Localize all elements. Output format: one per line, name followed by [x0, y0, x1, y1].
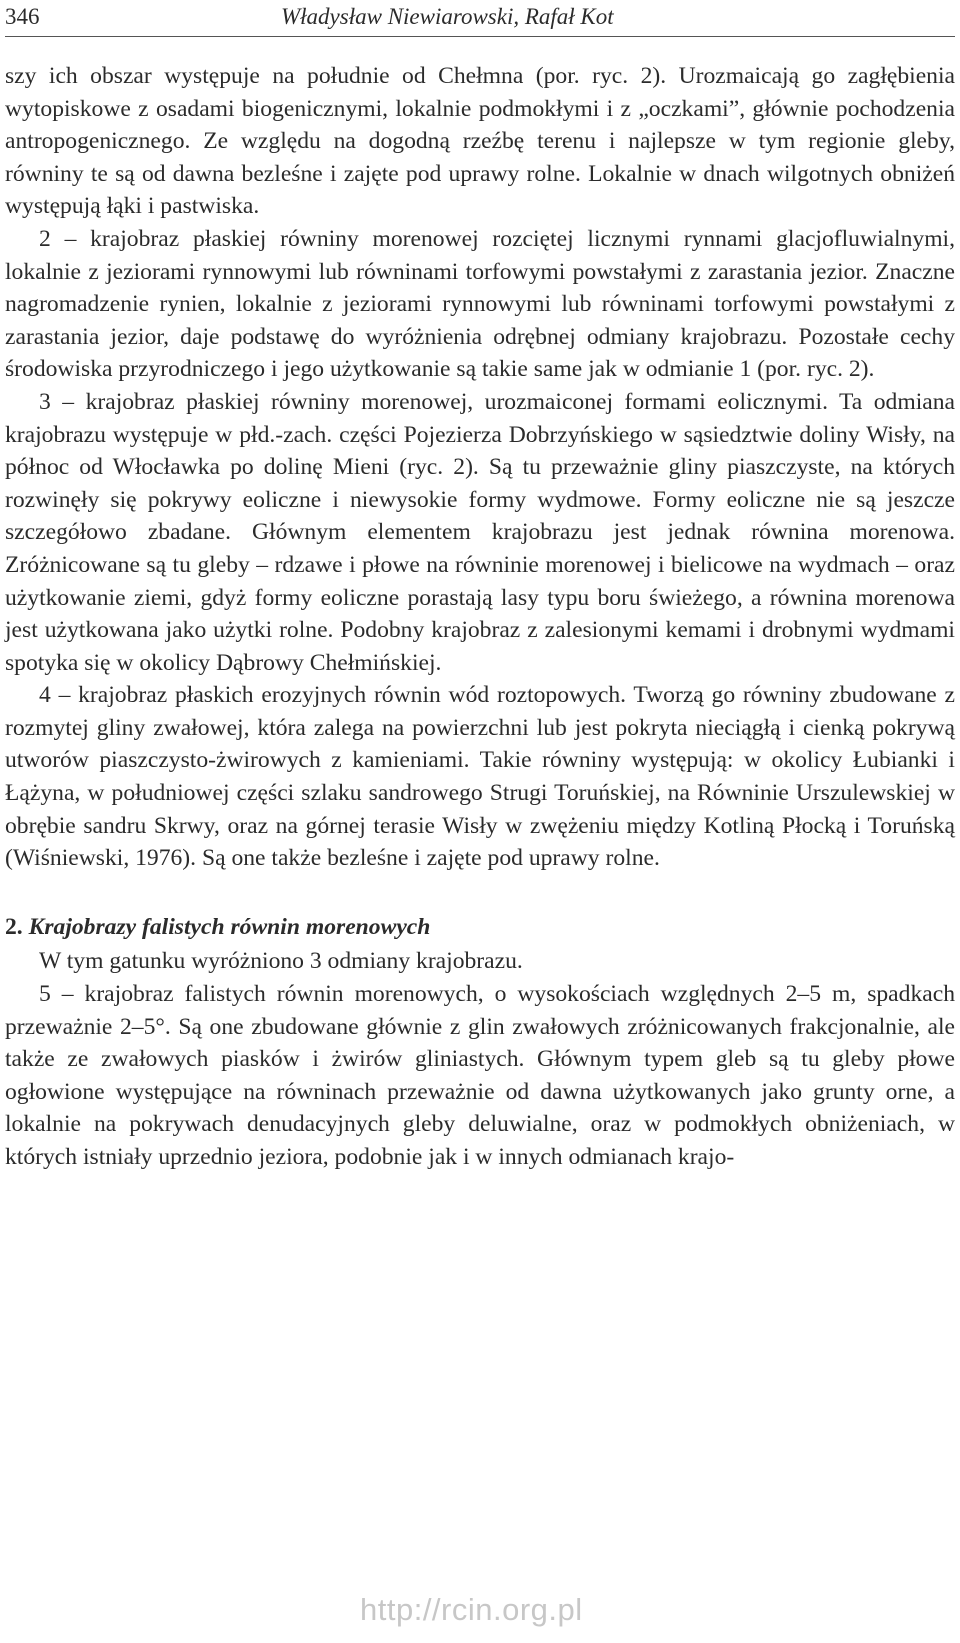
paragraph-variant-2: 2 – krajobraz płaskiej równiny morenowej rozciętej licznymi rynnami glacjofluwialnymi, lokalnie z jeziorami rynnowymi lub równinami torfowymi powstałymi z zarastania jezior. Znaczne nagromadzenie rynien, lokalnie z jeziorami rynnowymi lub równinami torfowymi powstałymi z zarastania jezior, daje podstawę do wyróżnienia odrębnej odmiany krajobrazu. Pozostałe cechy środowiska przyrodniczego i jego użytkowanie są takie same jak w odmianie 1 (por. ryc. 2).: [5, 225, 955, 383]
paragraph-variant-5: 5 – krajobraz falistych równin morenowych, o wysokościach względnych 2–5 m, spadkach przeważnie 2–5°. Są one zbudowane głównie z glin zwałowych zróżnicowanych frakcjonalnie, ale także ze zwałowych piasków i żwirów gliniastych. Głównym typem gleb są tu gleby płowe ogłowione występujące na równinach przeważnie od dawna użytkowanych jako grunty orne, a lokalnie na pokrywach denudacyjnych gleby deluwialne, oraz w podmokłych obniżeniach, w których istniały uprzednio jeziora, podobnie jak i w innych odmianach krajo-: [5, 981, 955, 1170]
section-heading: [5, 911, 955, 944]
watermark: http://rcin.org.pl: [360, 1592, 583, 1627]
page-number: 346: [5, 4, 40, 29]
section-title: Krajobrazy falistych równin morenowych: [28, 913, 431, 940]
paragraph-variant-3: 3 – krajobraz płaskiej równiny morenowej, urozmaiconej formami eolicznymi. Ta odmiana krajobrazu występuje w płd.-zach. części Pojezierza Dobrzyńskiego w sąsiedztwie doliny Wisły, na północ od Włocławka po dolinę Mieni (ryc. 2). Są tu przeważnie gliny piaszczyste, na których rozwinęły się pokrywy eoliczne i niewysokie formy wydmowe. Formy eoliczne nie są jeszcze szczegółowo zbadane. Głównym elementem krajobrazu jest jednak równina morenowa. Zróżnicowane są tu gleby – rdzawe i płowe na równinie morenowej i bielicowe na wydmach – oraz użytkowanie ziemi, gdyż formy eoliczne porastają lasy typu boru świeżego, a równina morenowa jest użytkowana jako użytki rolne. Podobny krajobraz z zalesionymi kemami i drobnymi wydmami spotyka się w okolicy Dąbrowy Chełmińskiej.: [5, 388, 955, 676]
running-head: Władysław Niewiarowski, Rafał Kot: [281, 4, 614, 29]
paragraph-variant-4: 4 – krajobraz płaskich erozyjnych równin wód roztopowych. Tworzą go równiny zbudowane z rozmytej gliny zwałowej, która zalega na powierzchni lub jest pokryta nieciągłą i cienką pokrywą utworów piaszczysto-żwirowych z kamieniami. Takie równiny występują: w okolicy Łubianki i Łążyna, w południowej części szlaku sandrowego Strugi Toruńskiej, na Równinie Urszulewskiej w obrębie sandru Skrwy, oraz na górnej terasie Wisły w zwężeniu między Kotliną Płocką i Toruńską (Wiśniewski, 1976). Są one także bezleśne i zajęte pod uprawy rolne.: [5, 682, 955, 872]
page-header: [5, 0, 955, 37]
paragraph-continuation: szy ich obszar występuje na południe od Chełmna (por. ryc. 2). Urozmaicają go zagłębienia wytopiskowe z osadami biogenicznymi, lokalnie podmokłymi i z „oczkami”, głównie pochodzenia antropogenicznego. Ze względu na dogodną rzeźbę terenu i najlepsze w tym regionie gleby, równiny te są od dawna bezleśne i zajęte pod uprawy rolne. Lokalnie w dnach wilgotnych obniżeń występują łąki i pastwiska.: [5, 63, 955, 220]
section-number: 2.: [5, 913, 23, 940]
body-text: [5, 60, 955, 1174]
section-intro: W tym gatunku wyróżniono 3 odmiany krajobrazu.: [39, 948, 523, 975]
